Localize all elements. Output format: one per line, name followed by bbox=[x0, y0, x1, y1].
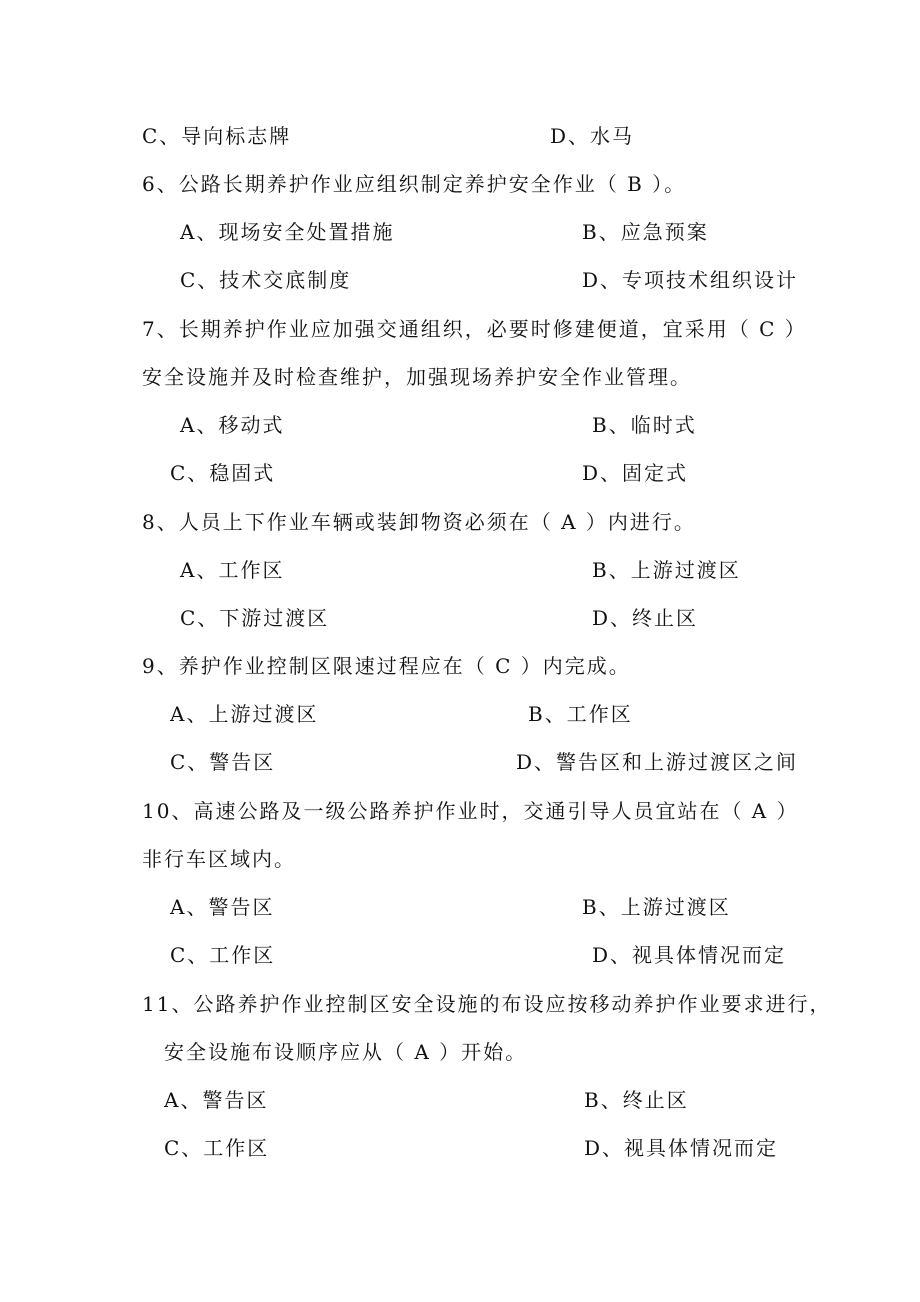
q10-option-a: A、警告区 bbox=[170, 895, 275, 919]
q9-option-b: B、工作区 bbox=[528, 702, 633, 726]
q7-stem-line2: 安全设施并及时检查维护，加强现场养护安全作业管理。 bbox=[142, 365, 692, 389]
q7-option-b: B、临时式 bbox=[592, 413, 697, 437]
q11-stem-line2: 安全设施布设顺序应从（ A ）开始。 bbox=[164, 1040, 528, 1064]
q10-stem-line1: 10、高速公路及一级公路养护作业时，交通引导人员宜站在（ A ） bbox=[142, 799, 799, 823]
q8-option-d: D、终止区 bbox=[592, 606, 699, 630]
q8-option-b: B、上游过渡区 bbox=[592, 558, 741, 582]
q5-option-c: C、导向标志牌 bbox=[142, 124, 292, 148]
q6-option-d: D、专项技术组织设计 bbox=[582, 268, 799, 292]
q8-option-c: C、下游过渡区 bbox=[180, 606, 330, 630]
q11-option-d: D、视具体情况而定 bbox=[584, 1136, 779, 1160]
q6-option-b: B、应急预案 bbox=[582, 220, 709, 244]
q6-option-c: C、技术交底制度 bbox=[180, 268, 352, 292]
q7-option-a: A、移动式 bbox=[180, 413, 285, 437]
q7-stem-line1: 7、长期养护作业应加强交通组织，必要时修建便道，宜采用（ C ） bbox=[142, 317, 807, 341]
q9-option-c: C、警告区 bbox=[170, 750, 276, 774]
q11-stem-line1: 11、公路养护作业控制区安全设施的布设应按移动养护作业要求进行， bbox=[142, 992, 832, 1016]
q7-option-c: C、稳固式 bbox=[170, 461, 276, 485]
q6-option-a: A、现场安全处置措施 bbox=[180, 220, 395, 244]
q6-stem: 6、公路长期养护作业应组织制定养护安全作业（ B ）。 bbox=[142, 172, 687, 196]
q10-stem-line2: 非行车区域内。 bbox=[142, 847, 296, 871]
q8-option-a: A、工作区 bbox=[180, 558, 285, 582]
q10-option-c: C、工作区 bbox=[170, 943, 276, 967]
q9-stem: 9、养护作业控制区限速过程应在（ C ）内完成。 bbox=[142, 654, 631, 678]
q7-option-d: D、固定式 bbox=[582, 461, 689, 485]
q5-option-d: D、水马 bbox=[550, 124, 635, 148]
q10-option-d: D、视具体情况而定 bbox=[592, 943, 787, 967]
q8-stem: 8、人员上下作业车辆或装卸物资必须在（ A ）内进行。 bbox=[142, 510, 696, 534]
q10-option-b: B、上游过渡区 bbox=[582, 895, 731, 919]
q11-option-b: B、终止区 bbox=[584, 1088, 689, 1112]
q11-option-c: C、工作区 bbox=[164, 1136, 270, 1160]
q9-option-a: A、上游过渡区 bbox=[170, 702, 319, 726]
q9-option-d: D、警告区和上游过渡区之间 bbox=[516, 750, 799, 774]
q11-option-a: A、警告区 bbox=[164, 1088, 269, 1112]
